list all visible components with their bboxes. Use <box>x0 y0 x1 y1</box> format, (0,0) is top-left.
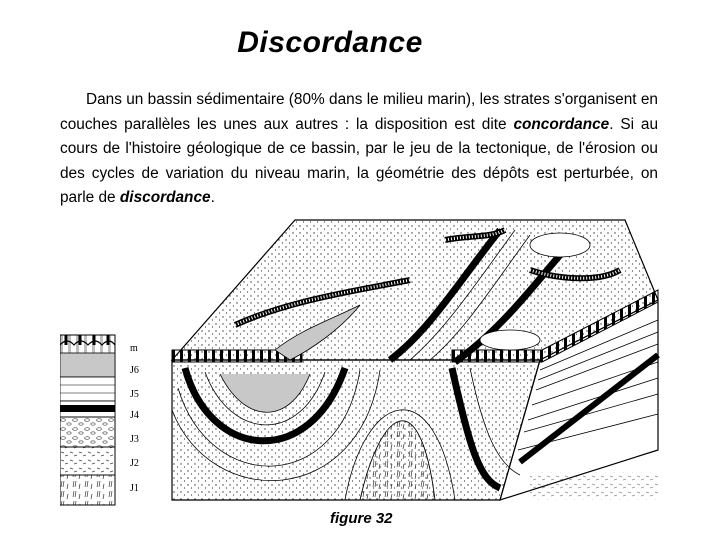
legend-label-j6: J6 <box>130 365 139 376</box>
legend-label-j5: J5 <box>130 389 139 400</box>
block-diagram <box>60 210 670 510</box>
page-title: Discordance <box>237 26 423 59</box>
legend-label-j4: J4 <box>130 410 139 421</box>
paragraph-text-3: . <box>210 189 215 206</box>
figure-caption: figure 32 <box>330 510 393 527</box>
term-discordance: discordance <box>119 189 211 206</box>
term-concordance: concordance <box>513 115 610 133</box>
geological-block <box>172 220 658 500</box>
legend-label-j1: J1 <box>130 483 139 494</box>
legend-label-j2: J2 <box>130 458 139 469</box>
stratigraphic-legend <box>60 335 139 505</box>
legend-label-m: m <box>130 343 138 354</box>
paragraph-text-1: Dans un bassin sédimentaire (80% dans le milieu marin), les strates s'organisent en couches parallèles les unes aux autres : la disposition est dite <box>60 91 658 133</box>
intro-paragraph <box>60 88 658 211</box>
legend-label-j3: J3 <box>130 434 139 445</box>
paragraph-text-2: . Si au cours de l'histoire géologique de ce bassin, par le jeu de la tectonique, de l'érosion ou des cycles de variation du niveau marin, la géométrie des dépôts est perturbée, on parle de <box>60 115 658 206</box>
